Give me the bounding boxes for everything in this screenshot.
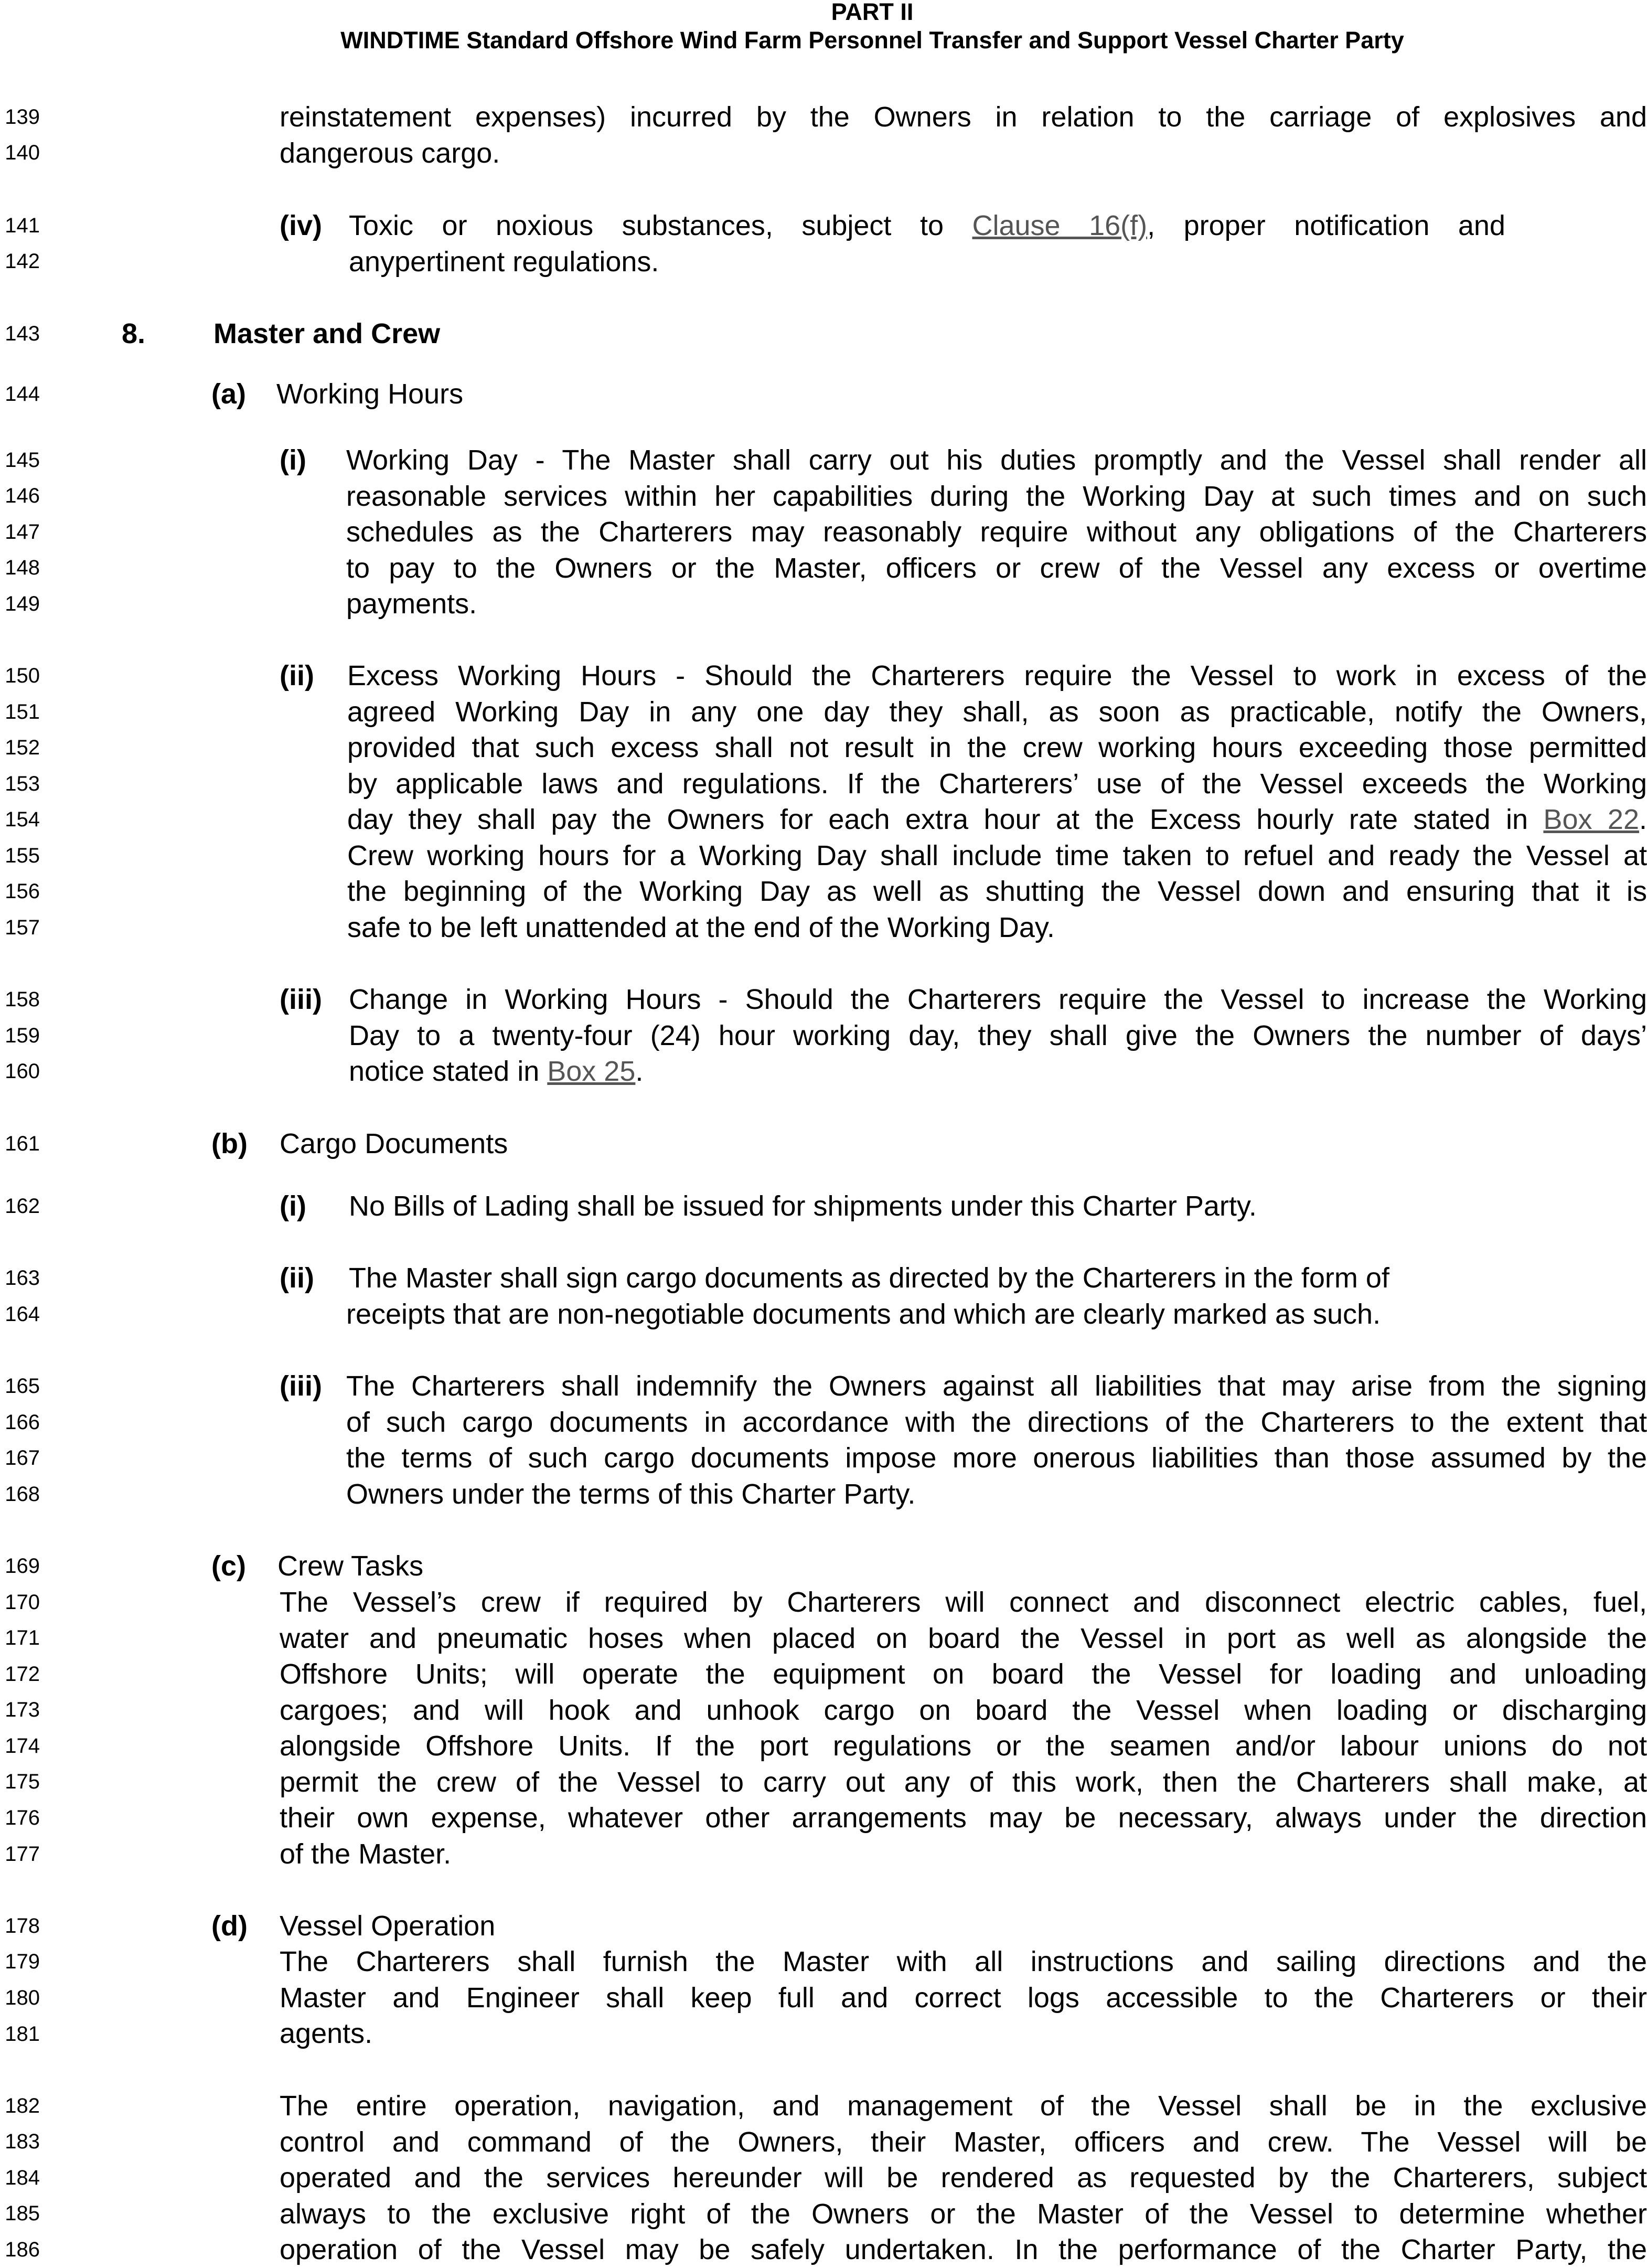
line-number: 149 (5, 592, 40, 615)
vessel-operation-text: The Charterers shall furnish the Master with all instructions and sailing directions and the Master and Engineer shall keep full and correct logs accessible to the Charterers or their agents. (280, 1946, 1647, 2049)
sub-item-label: (iii) (280, 1370, 322, 1402)
sub-item-label: (iv) (280, 210, 322, 241)
change-working-hours-text: Change in Working Hours - Should the Charterers require the Vessel to increase the Working Day to a twenty-four (24) hour working day, they shall give the Owners the number of days’ notice stated in Box 25. (349, 984, 1647, 1087)
sub-clause-label: (a) (211, 378, 246, 410)
sub-item-iv-text: Toxic or noxious substances, subject to Clause 16(f), proper notification and anypertinent regulations. (349, 210, 1505, 278)
line-number: 159 (5, 1024, 40, 1047)
sub-item-label: (ii) (280, 660, 314, 691)
line-number: 158 (5, 988, 40, 1011)
line-number: 171 (5, 1626, 40, 1649)
line-number: 151 (5, 700, 40, 723)
working-day-text: Working Day - The Master shall carry out his duties promptly and the Vessel shall render all reasonable services within her capabilities during the Working Day at such times and on such schedules as the Charterers may reasonably require without any obligations of the Charterers to pay to the Owners or the Master, officers or crew of the Vessel any excess or overtime payments. (346, 444, 1647, 620)
line-number: 146 (5, 484, 40, 507)
sub-item-label: (ii) (280, 1262, 314, 1294)
line-number: 168 (5, 1483, 40, 1506)
line-number: 185 (5, 2202, 40, 2225)
line-number: 166 (5, 1411, 40, 1434)
line-number: 172 (5, 1663, 40, 1686)
line-number: 167 (5, 1446, 40, 1470)
clause-title: Master and Crew (213, 318, 441, 349)
part-heading: PART II (831, 0, 914, 25)
crew-tasks-text: The Vessel’s crew if required by Charterers will connect and disconnect electric cables, fuel, water and pneumatic hoses when placed on board the Vessel in port as well as alongside the Offshore Units; will operate the equipment on board the Vessel for loading and unloading cargoes; and will hook and unhook cargo on board the Vessel when loading or discharging alongside Offshore Units. If the port regulations or the seamen and/or labour unions do not permit the crew of the Vessel to carry out any of this work, then the Charterers shall make, at their own expense, whatever other arrangements may be necessary, always under the direction of the Master. (280, 1586, 1647, 1870)
line-number: 147 (5, 520, 40, 544)
sub-clause-title: Crew Tasks (277, 1550, 424, 1582)
line-number: 173 (5, 1698, 40, 1721)
line-number: 162 (5, 1195, 40, 1218)
line-number: 157 (5, 916, 40, 939)
sub-clause-title: Working Hours (276, 378, 464, 410)
line-number: 152 (5, 736, 40, 759)
box-25-link[interactable]: Box 25 (547, 1056, 636, 1087)
vessel-operation-control-text: The entire operation, navigation, and management of the Vessel shall be in the exclusive control and command of the Owners, their Master, officers and crew. The Vessel will be operated and the services hereunder will be rendered as requested by the Charterers, subject always to the exclusive right of the Owners or the Master of the Vessel to determine whether operation of the Vessel may be safely undertaken. In the performance of the Charter Party, the (280, 2090, 1647, 2265)
line-number: 164 (5, 1303, 40, 1326)
line-number: 143 (5, 322, 40, 345)
line-number: 150 (5, 664, 40, 687)
line-number: 144 (5, 382, 40, 406)
line-number: 161 (5, 1132, 40, 1155)
line-number: 148 (5, 556, 40, 579)
line-number: 163 (5, 1266, 40, 1290)
line-number: 170 (5, 1591, 40, 1614)
sub-clause-label: (b) (211, 1128, 248, 1159)
sub-clause-title: Cargo Documents (280, 1128, 508, 1159)
line-number: 180 (5, 1986, 40, 2009)
line-number: 139 (5, 105, 40, 129)
excess-working-hours-text: Excess Working Hours - Should the Charterers require the Vessel to work in excess of the agreed Working Day in any one day they shall, as soon as practicable, notify the Owners, provided that such excess shall not result in the crew working hours exceeding those permitted by applicable laws and regulations. If the Charterers’ use of the Vessel exceeds the Working day they shall pay the Owners for each extra hour at the Excess hourly rate stated in Box 22. Crew working hours for a Working Day shall include time taken to refuel and ready the Vessel at the beginning of the Working Day as well as shutting the Vessel down and ensuring that it is safe to be left unattended at the end of the Working Day. (347, 660, 1647, 943)
sub-clause-title: Vessel Operation (280, 1910, 496, 1942)
bills-of-lading-text: No Bills of Lading shall be issued for shipments under this Charter Party. (349, 1190, 1257, 1222)
line-number: 155 (5, 844, 40, 867)
line-number: 165 (5, 1375, 40, 1398)
sub-item-label: (iii) (280, 984, 322, 1015)
line-number: 142 (5, 250, 40, 273)
line-number: 156 (5, 880, 40, 903)
line-number: 169 (5, 1554, 40, 1578)
line-number: 176 (5, 1806, 40, 1829)
line-number: 178 (5, 1914, 40, 1937)
line-number: 177 (5, 1843, 40, 1866)
clause-16f-link[interactable]: Clause 16(f) (972, 210, 1148, 241)
cargo-documents-sign-text: The Master shall sign cargo documents as directed by the Charterers in the form of receipts that are non-negotiable documents and which are clearly marked as such. (346, 1262, 1389, 1330)
box-22-link[interactable]: Box 22 (1543, 804, 1639, 835)
line-number: 160 (5, 1060, 40, 1083)
line-number: 186 (5, 2238, 40, 2261)
line-number: 153 (5, 772, 40, 795)
sub-clause-label: (d) (211, 1910, 248, 1942)
sub-clause-label: (c) (211, 1550, 246, 1582)
clause-number: 8. (122, 318, 146, 349)
line-number: 179 (5, 1950, 40, 1973)
line-number: 181 (5, 2022, 40, 2046)
line-number: 141 (5, 214, 40, 237)
indemnity-text: The Charterers shall indemnify the Owners against all liabilities that may arise from the signing of such cargo documents in accordance with the directions of the Charterers to the extent that the terms of such cargo documents impose more onerous liabilities than those assumed by the Owners under the terms of this Charter Party. (346, 1370, 1647, 1510)
line-number: 182 (5, 2094, 40, 2117)
line-number: 154 (5, 808, 40, 831)
line-number: 183 (5, 2130, 40, 2153)
document-title: WINDTIME Standard Offshore Wind Farm Personnel Transfer and Support Vessel Charter Party (340, 27, 1404, 54)
sub-item-label: (i) (280, 444, 306, 476)
line-number: 174 (5, 1734, 40, 1758)
clause-7-continuation: reinstatement expenses) incurred by the Owners in relation to the carriage of explosives and dangerous cargo. (280, 101, 1647, 169)
line-number: 184 (5, 2166, 40, 2189)
sub-item-label: (i) (280, 1190, 306, 1222)
line-number: 145 (5, 449, 40, 472)
line-number: 175 (5, 1770, 40, 1793)
line-number: 140 (5, 141, 40, 164)
